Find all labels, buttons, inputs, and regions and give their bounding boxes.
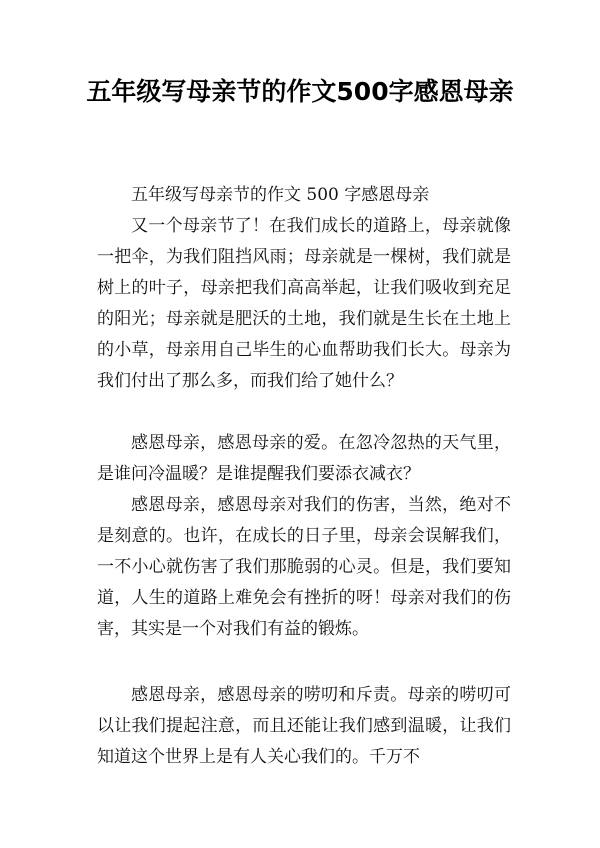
document-subtitle: 五年级写母亲节的作文 500 字感恩母亲 [131,185,430,205]
paragraph-2: 感恩母亲，感恩母亲的爱。在忽冷忽热的天气里，是谁问冷温暖？是谁提醒我们要添衣减衣？ [97,433,511,484]
paragraph-3: 感恩母亲，感恩母亲对我们的伤害，当然，绝对不是刻意的。也许，在成长的日子里，母亲会误解我们，一不小心就伤害了我们那脆弱的心灵。但是，我们要知道，人生的道路上难免会有挫折的呀！母亲对我们的伤害，其实是一个对我们有益的锻炼。 [97,495,511,639]
paragraph-1: 又一个母亲节了！在我们成长的道路上，母亲就像一把伞，为我们阻挡风雨；母亲就是一棵树，我们就是树上的叶子，母亲把我们高高举起，让我们吸收到充足的阳光；母亲就是肥沃的土地，我们就是生长在土地上的小草，母亲用自己毕生的心血帮助我们长大。母亲为我们付出了那么多，而我们给了她什么？ [97,216,511,391]
paragraph-4: 感恩母亲，感恩母亲的唠叨和斥责。母亲的唠叨可以让我们提起注意，而且还能让我们感到温暖，让我们知道这个世界上是有人关心我们的。千万不 [97,685,511,767]
document-title: 五年级写母亲节的作文500字感恩母亲 [86,77,514,106]
